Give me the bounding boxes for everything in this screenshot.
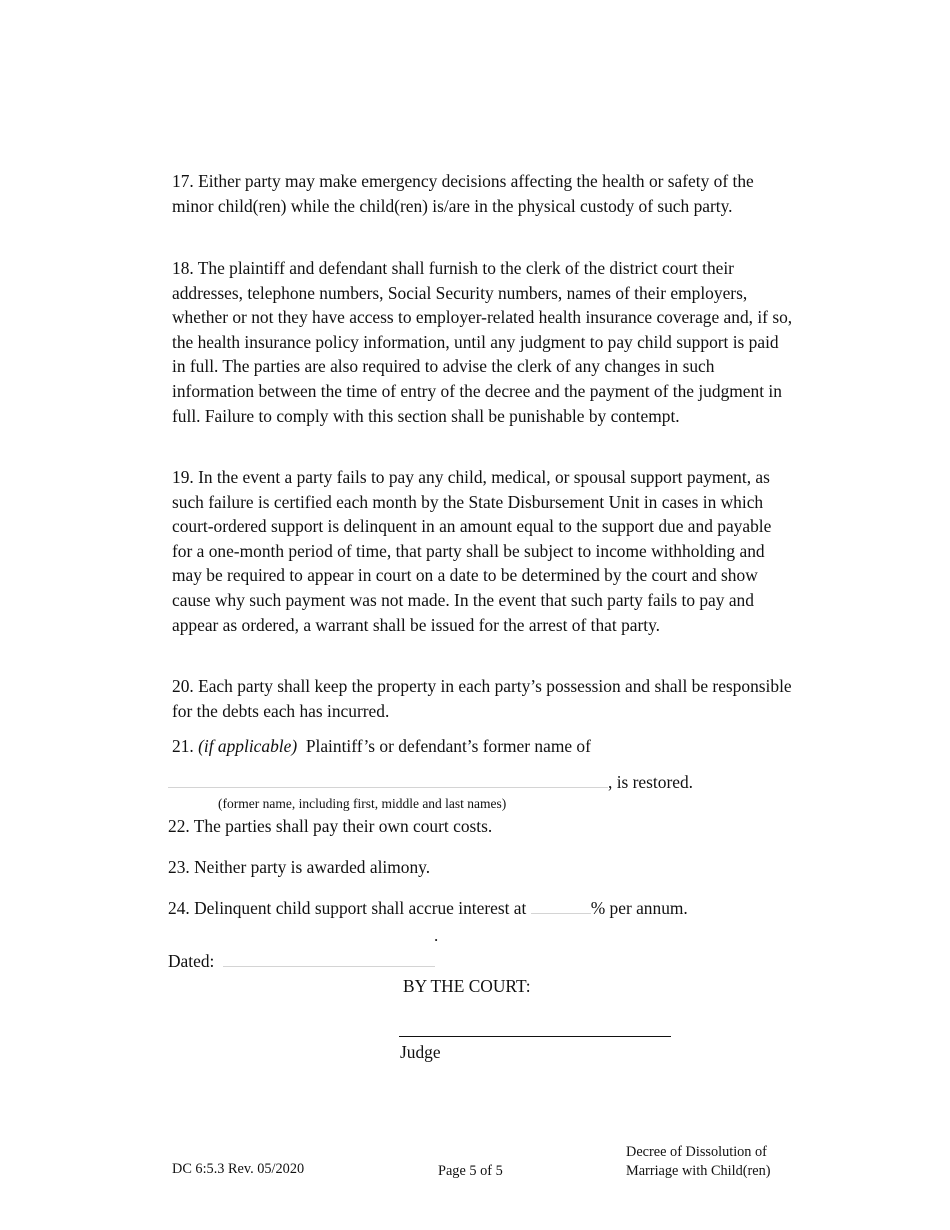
document-title-line-1: Decree of Dissolution of <box>626 1144 767 1160</box>
form-code: DC 6:5.3 Rev. 05/2020 <box>172 1161 305 1177</box>
document-title <box>626 1143 771 1181</box>
judge-label: Judge <box>400 1042 441 1062</box>
former-name-line <box>168 769 693 794</box>
stray-period: . <box>434 926 439 945</box>
paragraph-17: 17. Either party may make emergency decisions affecting the health or safety of the minor child(ren) while the child(ren) is/are in the physical custody of such party. <box>172 171 754 216</box>
paragraph-23: 23. Neither party is awarded alimony. <box>168 857 431 877</box>
dated-label: Dated: <box>168 951 215 971</box>
paragraph-21-qualifier: (if applicable) <box>198 736 298 756</box>
former-name-field[interactable] <box>168 769 608 788</box>
restored-text: , is restored. <box>608 772 694 792</box>
paragraph-21 <box>172 734 794 759</box>
paragraph-19: 19. In the event a party fails to pay any child, medical, or spousal support payment, as such failure is certified each month by the State Disbursement Unit in cases in which court-ordered support is delinquent in an amount equal to the support due and payable for a one-month period of time, that party shall be subject to income withholding and may be required to appear in court on a date to be determined by the court and show cause why such payment was not made. In the event that such party fails to pay and appear as ordered, a warrant shall be issued for the arrest of that party. <box>172 467 772 635</box>
interest-rate-field[interactable] <box>531 897 591 914</box>
paragraph-20: 20. Each party shall keep the property in each party’s possession and shall be responsible for the debts each has incurred. <box>172 676 792 721</box>
paragraph-18: 18. The plaintiff and defendant shall furnish to the clerk of the district court their addresses, telephone numbers, Social Security numbers, names of their employers, whether or not they have access to employer-related health insurance coverage and, if so, the health insurance policy information, until any judgment to pay child support is paid in full. The parties are also required to advise the clerk of any changes in such information between the time of entry of the decree and the payment of the judgment in full. Failure to comply with this section shall be punishable by contempt. <box>172 258 793 426</box>
page-number: Page 5 of 5 <box>438 1163 503 1179</box>
judge-signature-line[interactable] <box>399 1036 671 1037</box>
paragraph-22: 22. The parties shall pay their own court costs. <box>168 816 493 836</box>
document-title-line-2: Marriage with Child(ren) <box>626 1163 771 1179</box>
paragraph-21-number: 21. <box>172 736 194 756</box>
paragraph-21-text: Plaintiff’s or defendant’s former name of <box>305 736 591 756</box>
date-field[interactable] <box>223 946 435 967</box>
former-name-caption: (former name, including first, middle and last names) <box>218 796 507 811</box>
paragraph-24 <box>168 896 790 921</box>
by-the-court-label: BY THE COURT: <box>403 976 531 996</box>
interest-text-after: % per annum. <box>590 898 688 918</box>
dated-line <box>168 946 435 973</box>
interest-text-before: 24. Delinquent child support shall accrue interest at <box>168 898 527 918</box>
